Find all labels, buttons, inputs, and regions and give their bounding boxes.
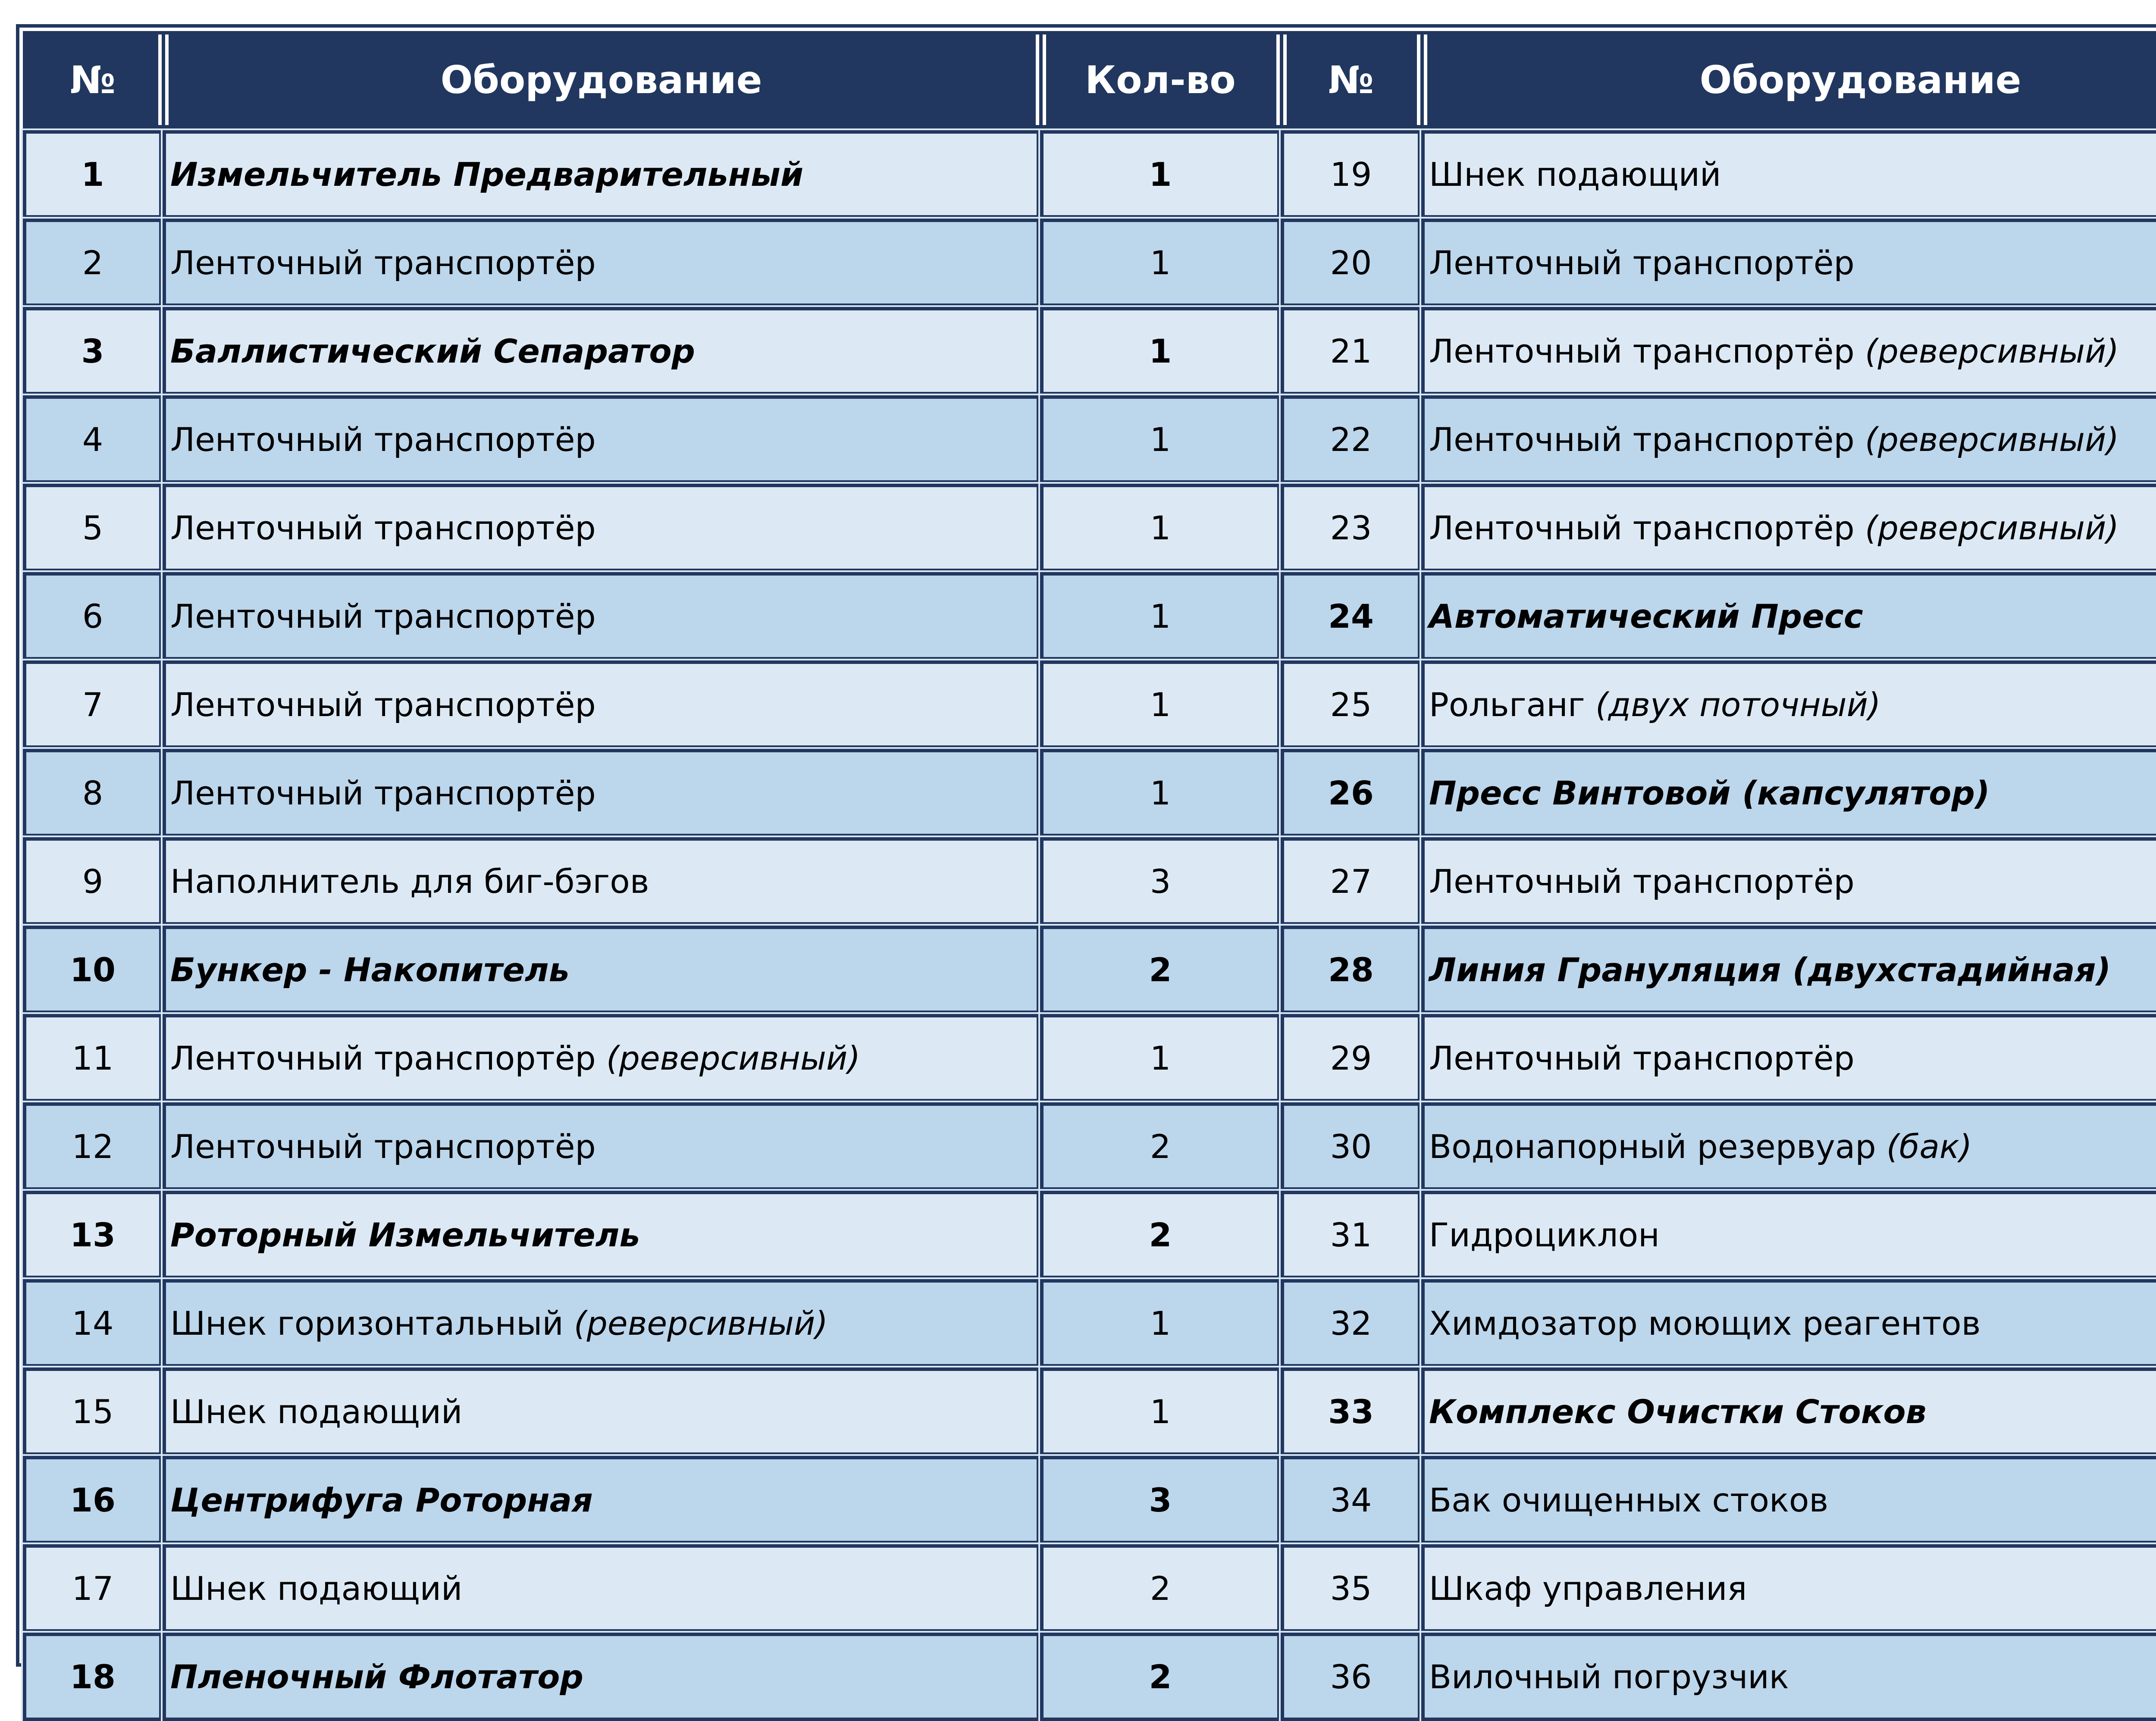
- cell-number: 4: [23, 395, 163, 484]
- cell-number: 30: [1281, 1102, 1421, 1191]
- cell-number: 13: [23, 1191, 163, 1279]
- cell-quantity: 2: [1040, 1191, 1281, 1279]
- table-row: [23, 130, 2156, 219]
- equipment-name: Бункер - Накопитель: [170, 951, 570, 989]
- cell-equipment: [163, 572, 1040, 660]
- cell-number: 23: [1281, 484, 1421, 572]
- equipment-name: Ленточный транспортёр: [1429, 509, 1855, 547]
- cell-number: 20: [1281, 219, 1421, 307]
- cell-equipment: [1421, 572, 2156, 660]
- cell-quantity: 1: [1040, 1014, 1281, 1102]
- cell-quantity: 1: [1040, 1279, 1281, 1367]
- cell-quantity: 1: [1040, 130, 1281, 219]
- cell-number: 27: [1281, 837, 1421, 926]
- cell-number: 18: [23, 1633, 163, 1721]
- table-row: [23, 1191, 2156, 1279]
- cell-equipment: [1421, 484, 2156, 572]
- cell-equipment: [163, 837, 1040, 926]
- table-row: [23, 926, 2156, 1014]
- cell-quantity: 1: [1040, 1367, 1281, 1456]
- header-equipment-left: [163, 31, 1040, 130]
- cell-equipment: [163, 1279, 1040, 1367]
- header-number-right: [1281, 31, 1421, 130]
- cell-equipment: [163, 1544, 1040, 1633]
- cell-quantity: 1: [1040, 395, 1281, 484]
- cell-number: 7: [23, 660, 163, 749]
- table-row: [23, 307, 2156, 395]
- cell-number: 9: [23, 837, 163, 926]
- cell-equipment: [1421, 219, 2156, 307]
- equipment-name: Шнек подающий: [1429, 155, 1721, 194]
- cell-quantity: 1: [1040, 572, 1281, 660]
- header-label: №: [1328, 57, 1374, 102]
- equipment-name: Шнек подающий: [170, 1569, 463, 1608]
- equipment-name: Ленточный транспортёр: [170, 1039, 596, 1077]
- table-row: [23, 1014, 2156, 1102]
- cell-equipment: [163, 1456, 1040, 1544]
- equipment-name: Ленточный транспортёр: [1429, 420, 1855, 459]
- equipment-name: Рольганг: [1429, 685, 1585, 724]
- cell-number: 35: [1281, 1544, 1421, 1633]
- equipment-note: (реверсивный): [1865, 420, 2119, 459]
- equipment-name: Баллистический Сепаратор: [170, 332, 695, 370]
- table-row: [23, 1367, 2156, 1456]
- cell-equipment: [163, 130, 1040, 219]
- column-separator: [1035, 34, 1046, 125]
- cell-number: 11: [23, 1014, 163, 1102]
- cell-quantity: 2: [1040, 1544, 1281, 1633]
- table-row: [23, 1633, 2156, 1721]
- equipment-name: Линия Грануляция (двухстадийная): [1429, 951, 2111, 989]
- cell-quantity: 2: [1040, 926, 1281, 1014]
- cell-equipment: [163, 219, 1040, 307]
- table-body: [23, 130, 2156, 1721]
- cell-number: 29: [1281, 1014, 1421, 1102]
- cell-number: 10: [23, 926, 163, 1014]
- equipment-name: Автоматический Пресс: [1429, 597, 1863, 635]
- equipment-name: Наполнитель для биг-бэгов: [170, 862, 649, 901]
- equipment-name: Ленточный транспортёр: [170, 1127, 596, 1166]
- equipment-name: Гидроциклон: [1429, 1216, 1660, 1254]
- cell-quantity: 1: [1040, 660, 1281, 749]
- cell-equipment: [1421, 749, 2156, 837]
- cell-equipment: [1421, 1279, 2156, 1367]
- cell-number: 31: [1281, 1191, 1421, 1279]
- cell-number: 3: [23, 307, 163, 395]
- cell-number: 8: [23, 749, 163, 837]
- cell-number: 16: [23, 1456, 163, 1544]
- equipment-note: (бак): [1886, 1127, 1972, 1166]
- cell-equipment: [1421, 1014, 2156, 1102]
- equipment-name: Ленточный транспортёр: [1429, 244, 1855, 282]
- equipment-name: Химдозатор моющих реагентов: [1429, 1304, 1981, 1342]
- cell-number: 15: [23, 1367, 163, 1456]
- cell-equipment: [163, 926, 1040, 1014]
- table-row: [23, 395, 2156, 484]
- header-label: Оборудование: [440, 57, 762, 102]
- table-row: [23, 572, 2156, 660]
- table-row: [23, 1544, 2156, 1633]
- equipment-name: Водонапорный резервуар: [1429, 1127, 1876, 1166]
- cell-equipment: [1421, 395, 2156, 484]
- equipment-name: Измельчитель Предварительный: [170, 155, 804, 194]
- equipment-name: Ленточный транспортёр: [170, 244, 596, 282]
- equipment-name: Шнек подающий: [170, 1392, 463, 1431]
- cell-equipment: [1421, 660, 2156, 749]
- equipment-name: Бак очищенных стоков: [1429, 1481, 1829, 1519]
- cell-quantity: 3: [1040, 1456, 1281, 1544]
- cell-number: 19: [1281, 130, 1421, 219]
- cell-equipment: [1421, 307, 2156, 395]
- cell-equipment: [163, 1014, 1040, 1102]
- cell-equipment: [1421, 1633, 2156, 1721]
- table-row: [23, 660, 2156, 749]
- equipment-name: Ленточный транспортёр: [170, 685, 596, 724]
- table-row: [23, 484, 2156, 572]
- equipment-table: [23, 31, 2156, 1721]
- cell-quantity: 2: [1040, 1102, 1281, 1191]
- cell-quantity: 1: [1040, 749, 1281, 837]
- cell-equipment: [1421, 1367, 2156, 1456]
- cell-equipment: [1421, 130, 2156, 219]
- cell-equipment: [1421, 1544, 2156, 1633]
- equipment-name: Ленточный транспортёр: [170, 774, 596, 812]
- table-row: [23, 749, 2156, 837]
- cell-number: 22: [1281, 395, 1421, 484]
- cell-number: 28: [1281, 926, 1421, 1014]
- equipment-name: Шкаф управления: [1429, 1569, 1747, 1608]
- cell-number: 5: [23, 484, 163, 572]
- equipment-table-frame: [16, 24, 2156, 1696]
- table-row: [23, 219, 2156, 307]
- cell-number: 21: [1281, 307, 1421, 395]
- cell-quantity: 2: [1040, 1633, 1281, 1721]
- cell-equipment: [163, 1191, 1040, 1279]
- cell-number: 14: [23, 1279, 163, 1367]
- cell-equipment: [163, 1633, 1040, 1721]
- column-separator: [157, 34, 169, 125]
- cell-number: 26: [1281, 749, 1421, 837]
- cell-equipment: [163, 1102, 1040, 1191]
- table-row: [23, 1102, 2156, 1191]
- cell-equipment: [1421, 1191, 2156, 1279]
- cell-equipment: [1421, 1102, 2156, 1191]
- equipment-name: Шнек горизонтальный: [170, 1304, 564, 1342]
- header-label: Оборудование: [1699, 57, 2021, 102]
- equipment-name: Ленточный транспортёр: [170, 597, 596, 635]
- cell-equipment: [1421, 1456, 2156, 1544]
- cell-number: 32: [1281, 1279, 1421, 1367]
- cell-number: 25: [1281, 660, 1421, 749]
- equipment-note: (реверсивный): [1865, 509, 2119, 547]
- header-label: №: [70, 57, 116, 102]
- cell-quantity: 3: [1040, 837, 1281, 926]
- cell-equipment: [163, 307, 1040, 395]
- equipment-note: (реверсивный): [1865, 332, 2119, 370]
- cell-number: 1: [23, 130, 163, 219]
- equipment-name: Ленточный транспортёр: [1429, 1039, 1855, 1077]
- cell-equipment: [163, 749, 1040, 837]
- equipment-name: Ленточный транспортёр: [1429, 862, 1855, 901]
- equipment-note: (реверсивный): [606, 1039, 861, 1077]
- cell-equipment: [163, 484, 1040, 572]
- equipment-name: Пленочный Флотатор: [170, 1658, 583, 1696]
- equipment-name: Ленточный транспортёр: [170, 509, 596, 547]
- equipment-name: Ленточный транспортёр: [1429, 332, 1855, 370]
- cell-equipment: [1421, 837, 2156, 926]
- cell-number: 17: [23, 1544, 163, 1633]
- header-number-left: [23, 31, 163, 130]
- equipment-note: (двух поточный): [1595, 685, 1881, 724]
- cell-equipment: [163, 660, 1040, 749]
- cell-equipment: [163, 1367, 1040, 1456]
- equipment-name: Центрифуга Роторная: [170, 1481, 593, 1519]
- cell-equipment: [1421, 926, 2156, 1014]
- header-equipment-right: [1421, 31, 2156, 130]
- cell-number: 6: [23, 572, 163, 660]
- cell-number: 34: [1281, 1456, 1421, 1544]
- equipment-name: Комплекс Очистки Стоков: [1429, 1392, 1927, 1431]
- cell-quantity: 1: [1040, 484, 1281, 572]
- cell-number: 12: [23, 1102, 163, 1191]
- header-quantity-left: [1040, 31, 1281, 130]
- cell-number: 33: [1281, 1367, 1421, 1456]
- cell-equipment: [163, 395, 1040, 484]
- header-label: Кол-во: [1085, 57, 1236, 102]
- equipment-name: Роторный Измельчитель: [170, 1216, 640, 1254]
- cell-quantity: 1: [1040, 219, 1281, 307]
- equipment-name: Пресс Винтовой (капсулятор): [1429, 774, 1990, 812]
- equipment-name: Ленточный транспортёр: [170, 420, 596, 459]
- column-separator: [1275, 34, 1287, 125]
- table-row: [23, 837, 2156, 926]
- table-row: [23, 1279, 2156, 1367]
- header-row: [23, 31, 2156, 130]
- cell-number: 2: [23, 219, 163, 307]
- equipment-name: Вилочный погрузчик: [1429, 1658, 1789, 1696]
- cell-number: 36: [1281, 1633, 1421, 1721]
- cell-quantity: 1: [1040, 307, 1281, 395]
- cell-number: 24: [1281, 572, 1421, 660]
- column-separator: [1416, 34, 1427, 125]
- equipment-note: (реверсивный): [573, 1304, 828, 1342]
- table-row: [23, 1456, 2156, 1544]
